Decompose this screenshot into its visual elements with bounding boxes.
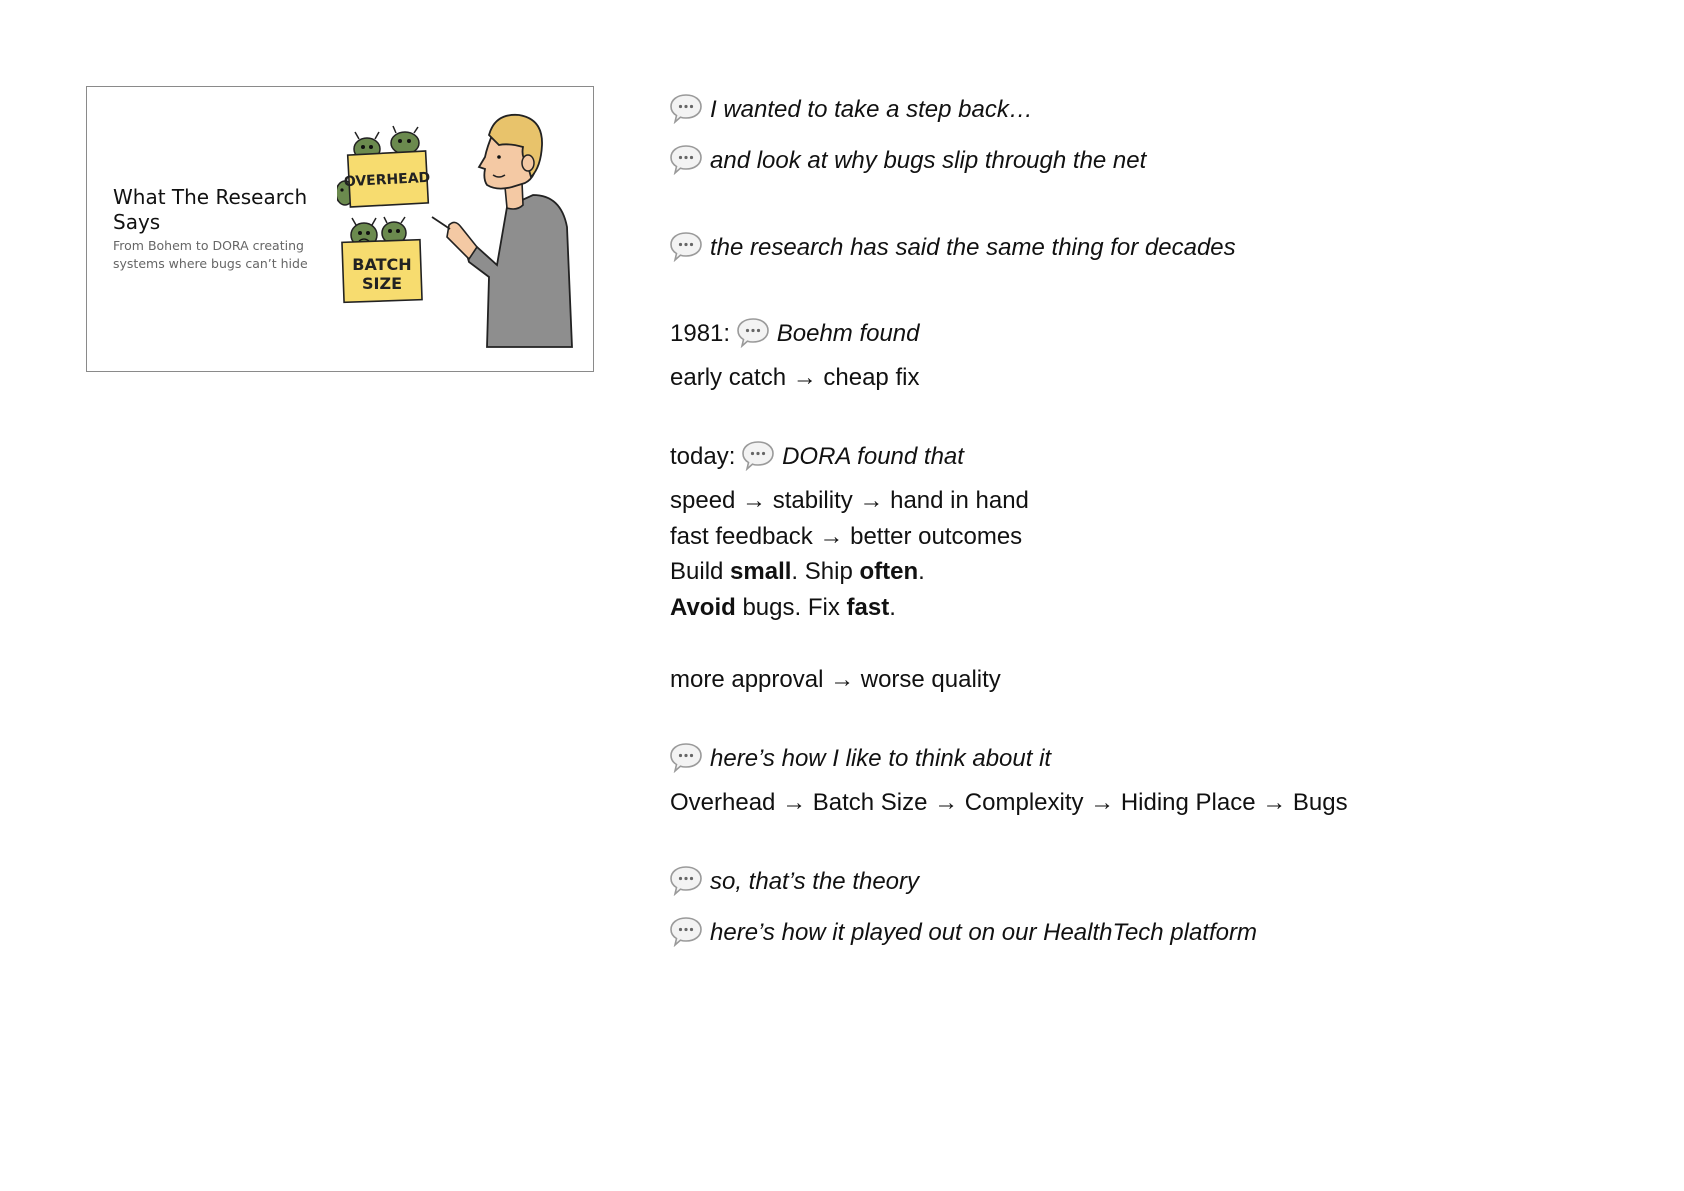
- note-emphasis: often: [859, 558, 919, 585]
- note-text: .: [889, 594, 896, 621]
- speech-bubble-icon: [742, 439, 775, 471]
- note-line: [670, 145, 1146, 177]
- slide-title: What The Research Says: [113, 185, 308, 234]
- speech-bubble-icon: [670, 915, 703, 947]
- note-text: here’s how I like to think about it: [710, 745, 1052, 772]
- note-text: here’s how it played out on our HealthTech platform: [710, 919, 1257, 946]
- note-emphasis: small: [730, 558, 792, 585]
- batch-sign-label-2: SIZE: [361, 274, 403, 293]
- batch-size-sign: [342, 240, 422, 303]
- note-line: [670, 743, 1051, 775]
- note-text: so, that’s the theory: [710, 868, 920, 895]
- speech-bubble-icon: [670, 230, 703, 262]
- speech-bubble-icon: [737, 316, 770, 348]
- note-line: [670, 866, 919, 898]
- note-prefix: 1981:: [670, 320, 731, 347]
- man-pointing-at-signs-illustration: [337, 87, 593, 371]
- note-prefix: today:: [670, 443, 736, 470]
- note-emphasis: fast: [846, 594, 890, 621]
- speech-bubble-icon: [670, 92, 703, 124]
- note-text: . Ship: [791, 558, 860, 585]
- note-text: the research has said the same thing for decades: [710, 234, 1236, 261]
- note-line: [670, 592, 896, 624]
- speech-bubble-icon: [670, 741, 703, 773]
- note-line: early catch → cheap fix: [670, 364, 920, 391]
- note-line: fast feedback → better outcomes: [670, 523, 1023, 550]
- note-line: [670, 318, 920, 350]
- note-text: I wanted to take a step back…: [710, 96, 1033, 123]
- speech-bubble-icon: [670, 143, 703, 175]
- note-text: .: [918, 558, 925, 585]
- bug-icon: [391, 126, 419, 154]
- note-text: bugs. Fix: [735, 594, 847, 621]
- note-line: speed → stability → hand in hand: [670, 487, 1029, 514]
- overhead-sign: [343, 151, 430, 207]
- note-text: DORA found that: [782, 443, 964, 470]
- note-line: [670, 232, 1236, 264]
- slide-subtitle: From Bohem to DORA creating systems where bugs can’t hide: [113, 238, 308, 271]
- note-line: [670, 556, 925, 588]
- note-text: and look at why bugs slip through the net: [710, 147, 1147, 174]
- note-line: [670, 917, 1257, 949]
- slide-thumbnail: [86, 86, 594, 372]
- note-line: [670, 94, 1033, 126]
- note-line: more approval → worse quality: [670, 666, 1001, 693]
- speech-bubble-icon: [670, 864, 703, 896]
- note-emphasis: Avoid: [670, 594, 736, 621]
- note-text: Build: [670, 558, 731, 585]
- overhead-sign-label: OVERHEAD: [343, 169, 431, 191]
- note-line: Overhead → Batch Size → Complexity → Hiding Place → Bugs: [670, 789, 1348, 816]
- note-text: Boehm found: [776, 320, 920, 347]
- batch-sign-label-1: BATCH: [352, 255, 412, 274]
- man-figure: [432, 115, 572, 347]
- note-line: [670, 441, 964, 473]
